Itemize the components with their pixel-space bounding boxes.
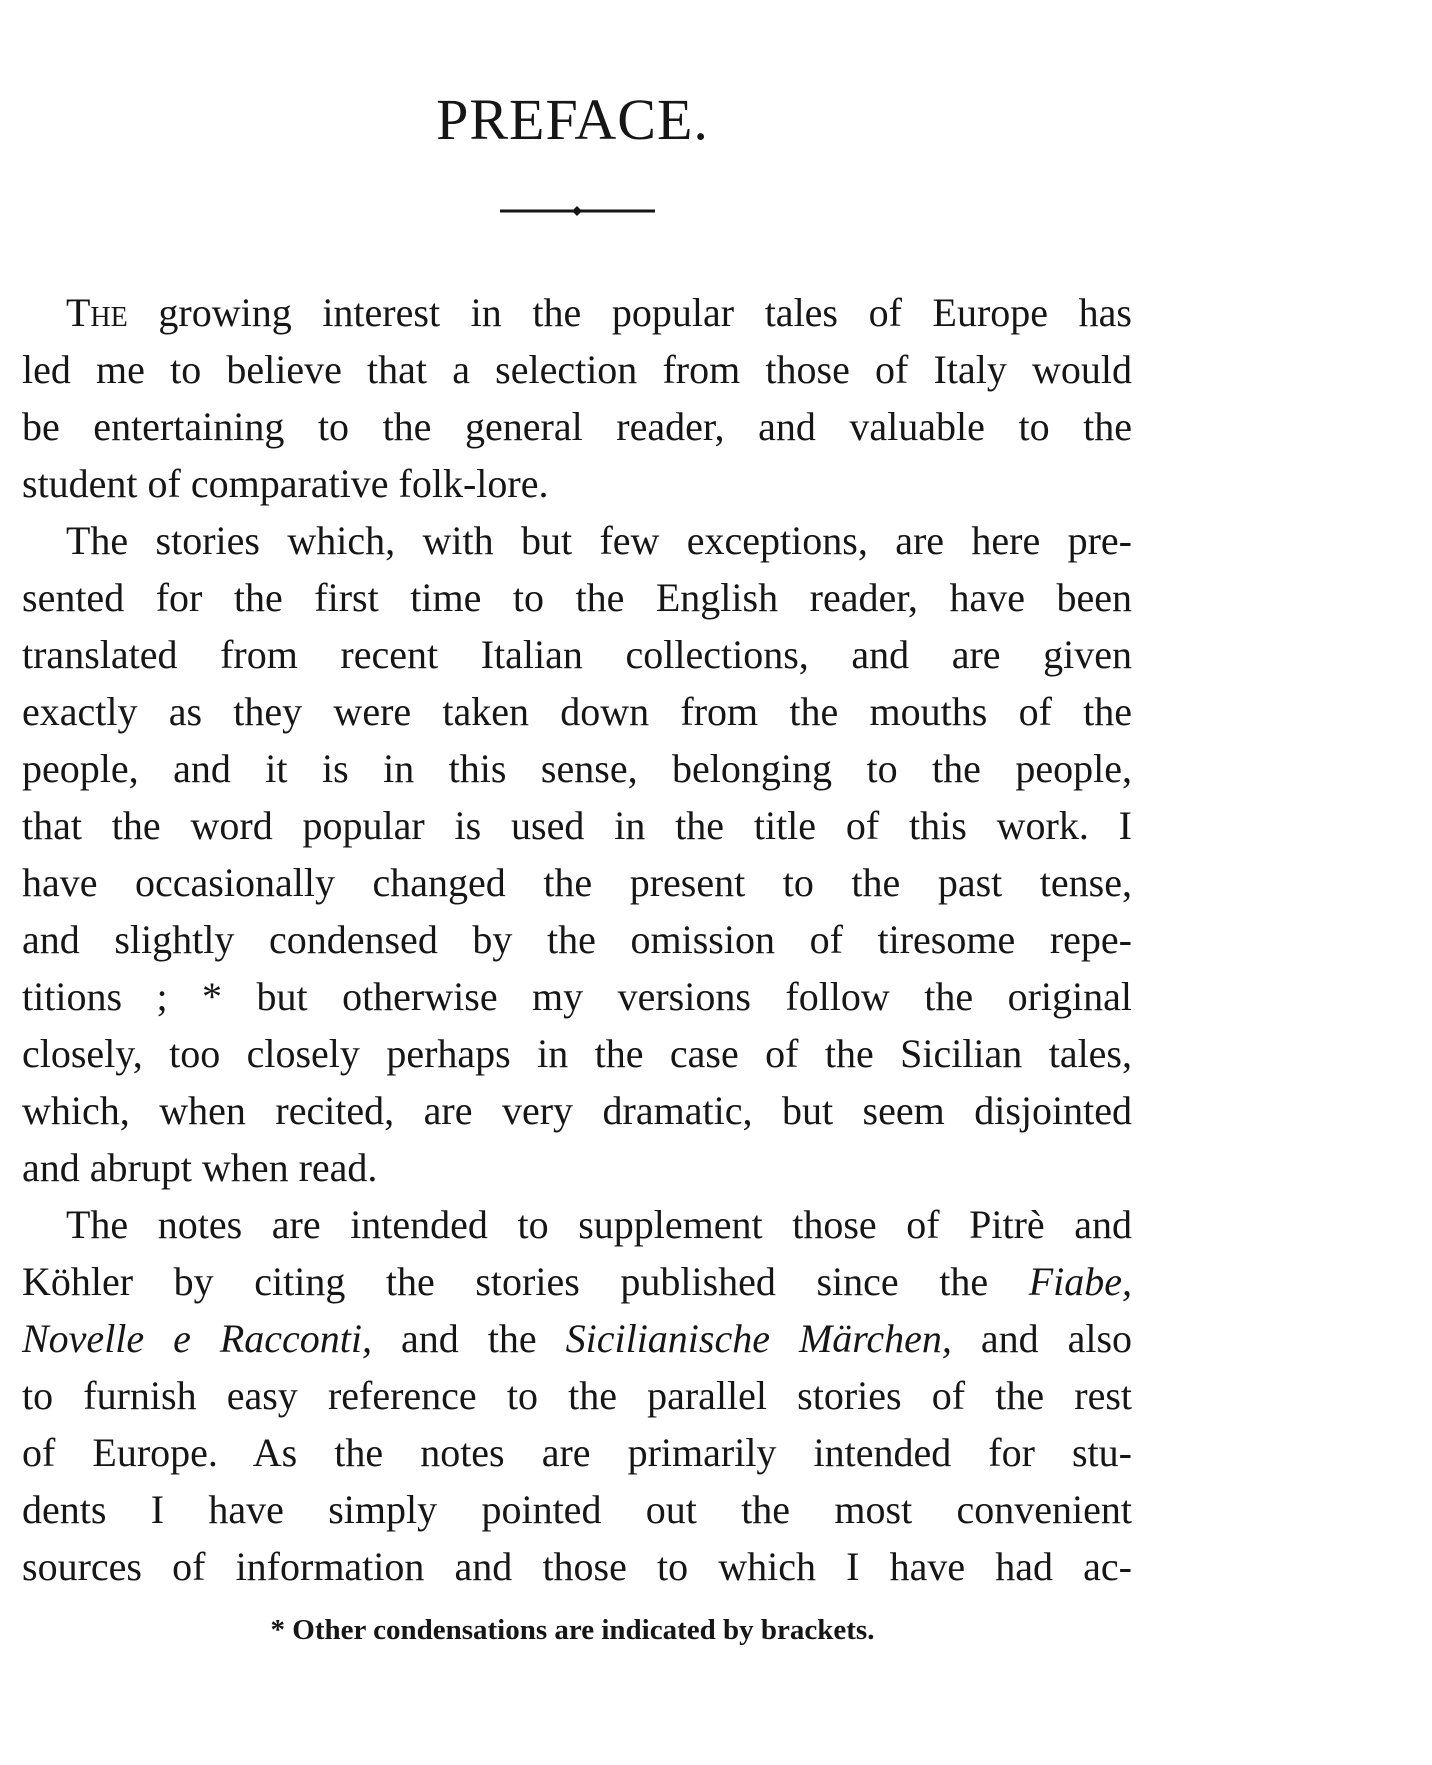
text-line: sented for the first time to the English reader, have been (22, 575, 1132, 620)
text-line: of Europe. As the notes are primarily intended for stu- (22, 1430, 1132, 1475)
text-line: The notes are intended to supplement those of Pitrè and (66, 1202, 1132, 1247)
paragraph-1 (22, 284, 1132, 512)
text-line: titions ; * but otherwise my versions follow the original (22, 974, 1132, 1019)
paragraph-2 (22, 512, 1132, 1196)
text-line: people, and it is in this sense, belonging to the people, (22, 746, 1132, 791)
text-line: Novelle e Racconti, and the Sicilianische Märchen, and also (22, 1316, 1133, 1361)
text-line: and slightly condensed by the omission of tiresome repe- (22, 917, 1132, 962)
text-line: to furnish easy reference to the parallel stories of the rest (22, 1373, 1132, 1418)
text-line: student of comparative folk-lore. (22, 461, 549, 506)
text-line: have occasionally changed the present to the past tense, (22, 860, 1132, 905)
text-line: translated from recent Italian collections, and are given (22, 632, 1132, 677)
book-title-novelle: Novelle e Racconti, (22, 1316, 373, 1361)
text-line: closely, too closely perhaps in the case of the Sicilian tales, (22, 1031, 1132, 1076)
book-title-fiabe: Fiabe, (1028, 1259, 1132, 1304)
text-line: Köhler by citing the stories published since the Fiabe, (22, 1259, 1132, 1304)
paragraph-3 (22, 1196, 1132, 1595)
text-line: that the word popular is used in the title of this work. I (22, 803, 1132, 848)
text-line: sources of information and those to which I have had ac- (22, 1544, 1132, 1589)
text-line: led me to believe that a selection from those of Italy would (22, 347, 1132, 392)
text-line: and abrupt when read. (22, 1145, 378, 1190)
text-line: The growing interest in the popular tales of Europe has (66, 290, 1132, 335)
preface-body (22, 284, 1132, 1595)
ornament-divider (500, 205, 655, 217)
text-line: The stories which, with but few exceptions, are here pre- (66, 518, 1132, 563)
drop-word: The (66, 290, 128, 335)
page-title: PREFACE. (436, 87, 709, 152)
book-title-maerchen: Sicilianische Märchen, (565, 1316, 952, 1361)
text-line: be entertaining to the general reader, and valuable to the (22, 404, 1132, 449)
text-line: dents I have simply pointed out the most convenient (22, 1487, 1132, 1532)
footnote: * Other condensations are indicated by brackets. (270, 1614, 875, 1646)
text-line: which, when recited, are very dramatic, but seem disjointed (22, 1088, 1132, 1133)
text-line: exactly as they were taken down from the mouths of the (22, 689, 1132, 734)
